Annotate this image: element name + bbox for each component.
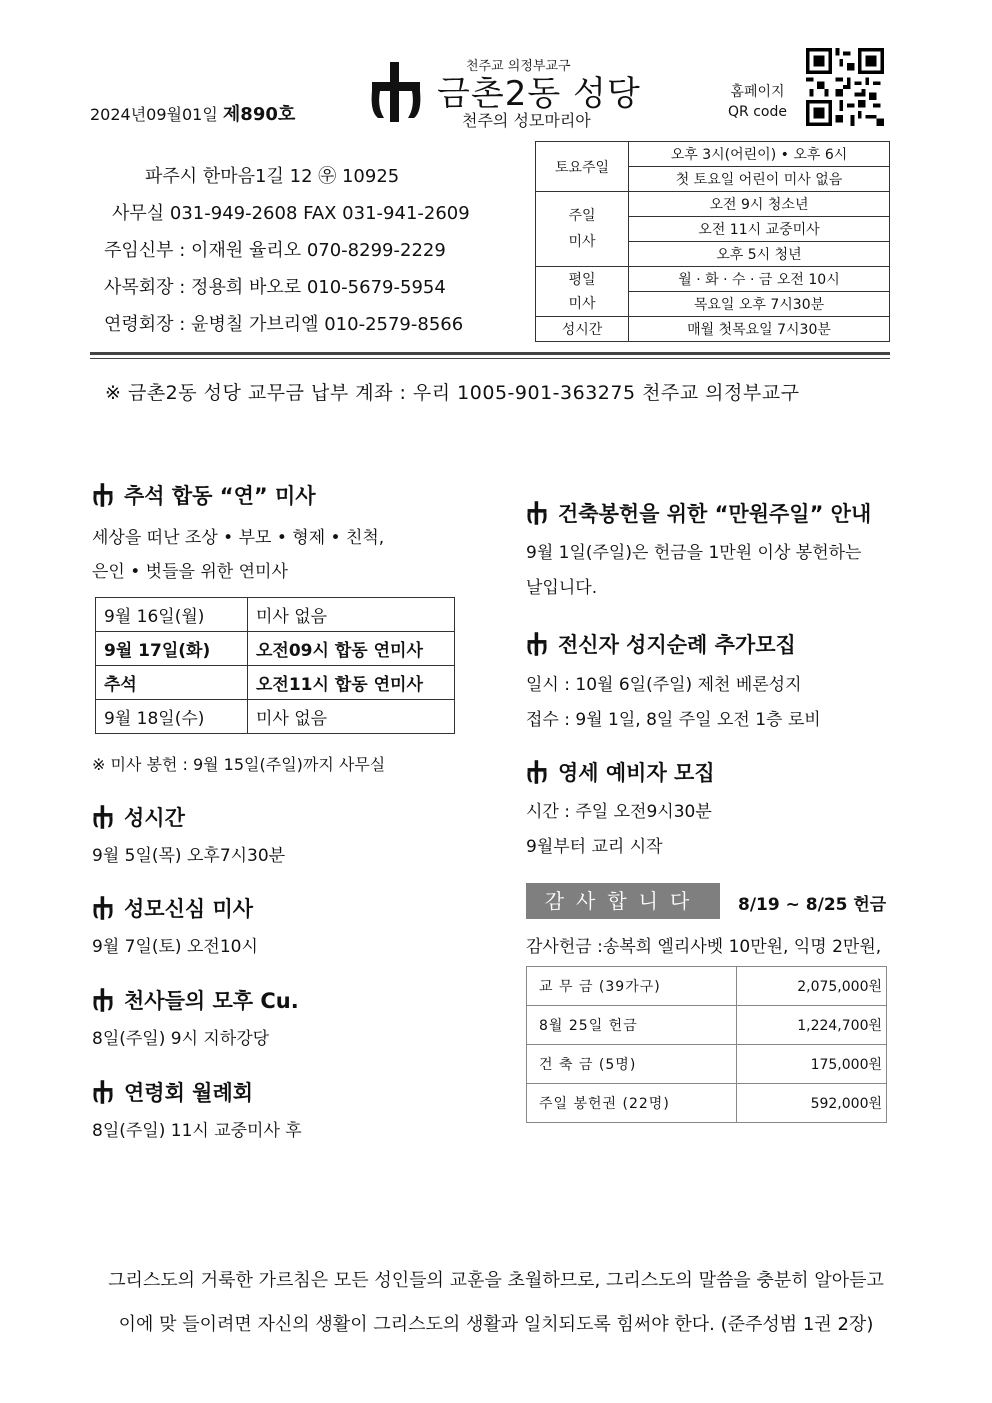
mary-title-text: 성모신심 미사 [124, 897, 254, 921]
address: 파주시 한마음1길 12 ㉾ 10925 [145, 166, 400, 187]
church-logo-icon [92, 1080, 114, 1104]
pilgrim-text-2: 접수 : 9월 1일, 8일 주일 오전 1층 로비 [526, 710, 821, 730]
table-row [527, 1006, 887, 1045]
church-logo-icon [526, 760, 548, 784]
finance-key: 교 무 금 (39가구) [527, 967, 737, 1006]
finance-value: 175,000원 [737, 1045, 887, 1084]
schedule-label-weekday: 평일 미사 [536, 267, 629, 317]
chuseok-date-16: 9월 16일(월) [96, 598, 248, 632]
thanks-period: 8/19 ~ 8/25 헌금 [738, 895, 887, 915]
table-row [527, 1045, 887, 1084]
homepage-label-block [728, 82, 787, 122]
qr-label: QR code [728, 104, 787, 120]
schedule-sat-1: 오후 3시(어린이) • 오후 6시 [629, 142, 890, 167]
pastor-contact: 주임신부 : 이재원 율리오 070-8299-2229 [104, 240, 446, 261]
finance-table [526, 966, 887, 1123]
issue-number: 제890호 [222, 104, 296, 125]
elders-contact: 연령회장 : 윤병칠 가브리엘 010-2579-8566 [104, 314, 464, 335]
finance-key: 8월 25일 헌금 [527, 1006, 737, 1045]
homepage-label: 홈페이지 [730, 84, 785, 100]
church-logo-icon [92, 896, 114, 920]
chuseok-mass-16: 미사 없음 [248, 598, 455, 632]
chuseok-desc-2: 은인 • 벗들을 위한 연미사 [92, 562, 288, 582]
schedule-label-saturday: 토요주일 [536, 142, 629, 192]
elders-title [92, 1077, 253, 1107]
issue-date-line [90, 100, 295, 126]
finance-key: 주일 봉헌권 (22명) [527, 1084, 737, 1123]
church-logo-icon [92, 988, 114, 1012]
elders-text: 8일(주일) 11시 교중미사 후 [92, 1121, 302, 1141]
schedule-adoration-1: 매월 첫목요일 7시30분 [629, 317, 890, 342]
church-logo-icon [92, 483, 114, 507]
church-logo-icon [368, 62, 424, 122]
adoration-text: 9월 5일(목) 오후7시30분 [92, 846, 286, 866]
thanks-banner: 감사합니다 [526, 883, 720, 919]
schedule-sun-2: 오전 11시 교중미사 [629, 217, 890, 242]
building-title-text: 건축봉헌을 위한 “만원주일” 안내 [558, 502, 872, 526]
chuseok-date-17-label: 추석 [96, 666, 248, 700]
chuseok-mass-18: 미사 없음 [248, 700, 455, 734]
mary-text: 9월 7일(토) 오전10시 [92, 937, 258, 957]
schedule-sat-2: 첫 토요일 어린이 미사 없음 [629, 167, 890, 192]
header-divider [90, 352, 890, 355]
qr-code-icon[interactable] [806, 48, 884, 126]
table-row [527, 1084, 887, 1123]
schedule-sun-3: 오후 5시 청년 [629, 242, 890, 267]
quote-line-1: 그리스도의 거룩한 가르침은 모든 성인들의 교훈을 초월하므로, 그리스도의 말씀을 충분히 알아듣고 [108, 1270, 884, 1291]
diocese-name: 천주교 의정부교구 [466, 59, 571, 74]
angels-title [92, 985, 299, 1015]
schedule-week-1: 월 · 화 · 수 · 금 오전 10시 [629, 267, 890, 292]
finance-value: 2,075,000원 [737, 967, 887, 1006]
adoration-title [92, 802, 185, 832]
thanks-offering: 감사헌금 :송복희 엘리사벳 10만원, 익명 2만원, [526, 937, 882, 957]
chuseok-mass-17b: 오전11시 합동 연미사 [248, 666, 455, 700]
building-text-1: 9월 1일(주일)은 헌금을 1만원 이상 봉헌하는 [526, 543, 862, 563]
pilgrim-text-1: 일시 : 10월 6일(주일) 제천 베론성지 [526, 675, 802, 695]
church-logo-icon [92, 805, 114, 829]
chuseok-title-text: 추석 합동 “연” 미사 [124, 484, 316, 508]
chuseok-date-18: 9월 18일(수) [96, 700, 248, 734]
finance-value: 592,000원 [737, 1084, 887, 1123]
quote-line-2: 이에 맞 들이려면 자신의 생활이 그리스도의 생활과 일치되도록 힘써야 한다. (준주성범 1권 2장) [118, 1314, 874, 1335]
chuseok-date-17: 9월 17일(화) [96, 632, 248, 666]
pilgrim-title-text: 전신자 성지순례 추가모집 [558, 633, 796, 657]
angels-title-text: 천사들의 모후 Cu. [124, 989, 299, 1013]
baptism-title-text: 영세 예비자 모집 [558, 761, 715, 785]
church-logo-icon [526, 501, 548, 525]
council-contact: 사목회장 : 정용희 바오로 010-5679-5954 [104, 277, 446, 298]
finance-key: 건 축 금 (5명) [527, 1045, 737, 1084]
chuseok-note: ※ 미사 봉헌 : 9월 15일(주일)까지 사무실 [92, 755, 386, 774]
chuseok-mass-17a: 오전09시 합동 연미사 [248, 632, 455, 666]
church-name: 금촌2동 성당 [437, 74, 641, 114]
finance-value: 1,224,700원 [737, 1006, 887, 1045]
chuseok-mass-table [95, 597, 455, 734]
building-title [526, 498, 871, 528]
schedule-week-2: 목요일 오후 7시30분 [629, 292, 890, 317]
issue-date: 2024년09월01일 [90, 105, 218, 124]
church-logo-icon [526, 632, 548, 656]
chuseok-desc-1: 세상을 떠난 조상 • 부모 • 형제 • 친척, [92, 528, 385, 548]
baptism-text-2: 9월부터 교리 시작 [526, 837, 663, 857]
elders-title-text: 연령회 월례회 [124, 1081, 254, 1105]
table-row [527, 967, 887, 1006]
pilgrim-title [526, 629, 796, 659]
adoration-title-text: 성시간 [124, 806, 185, 830]
account-notice: ※ 금촌2동 성당 교무금 납부 계좌 : 우리 1005-901-363275 천주교 의정부교구 [105, 382, 800, 404]
patron-saint: 천주의 성모마리아 [462, 111, 591, 130]
baptism-title [526, 757, 715, 787]
header-divider-thin [90, 358, 890, 359]
chuseok-title [92, 480, 316, 510]
baptism-text-1: 시간 : 주일 오전9시30분 [526, 802, 712, 822]
schedule-label-sunday: 주일 미사 [536, 192, 629, 267]
schedule-label-adoration: 성시간 [536, 317, 629, 342]
schedule-sun-1: 오전 9시 청소년 [629, 192, 890, 217]
building-text-2: 날입니다. [526, 578, 598, 598]
mass-schedule-table [535, 141, 890, 342]
angels-text: 8일(주일) 9시 지하강당 [92, 1029, 270, 1049]
office-phone: 사무실 031-949-2608 FAX 031-941-2609 [112, 203, 470, 224]
mary-title [92, 893, 253, 923]
